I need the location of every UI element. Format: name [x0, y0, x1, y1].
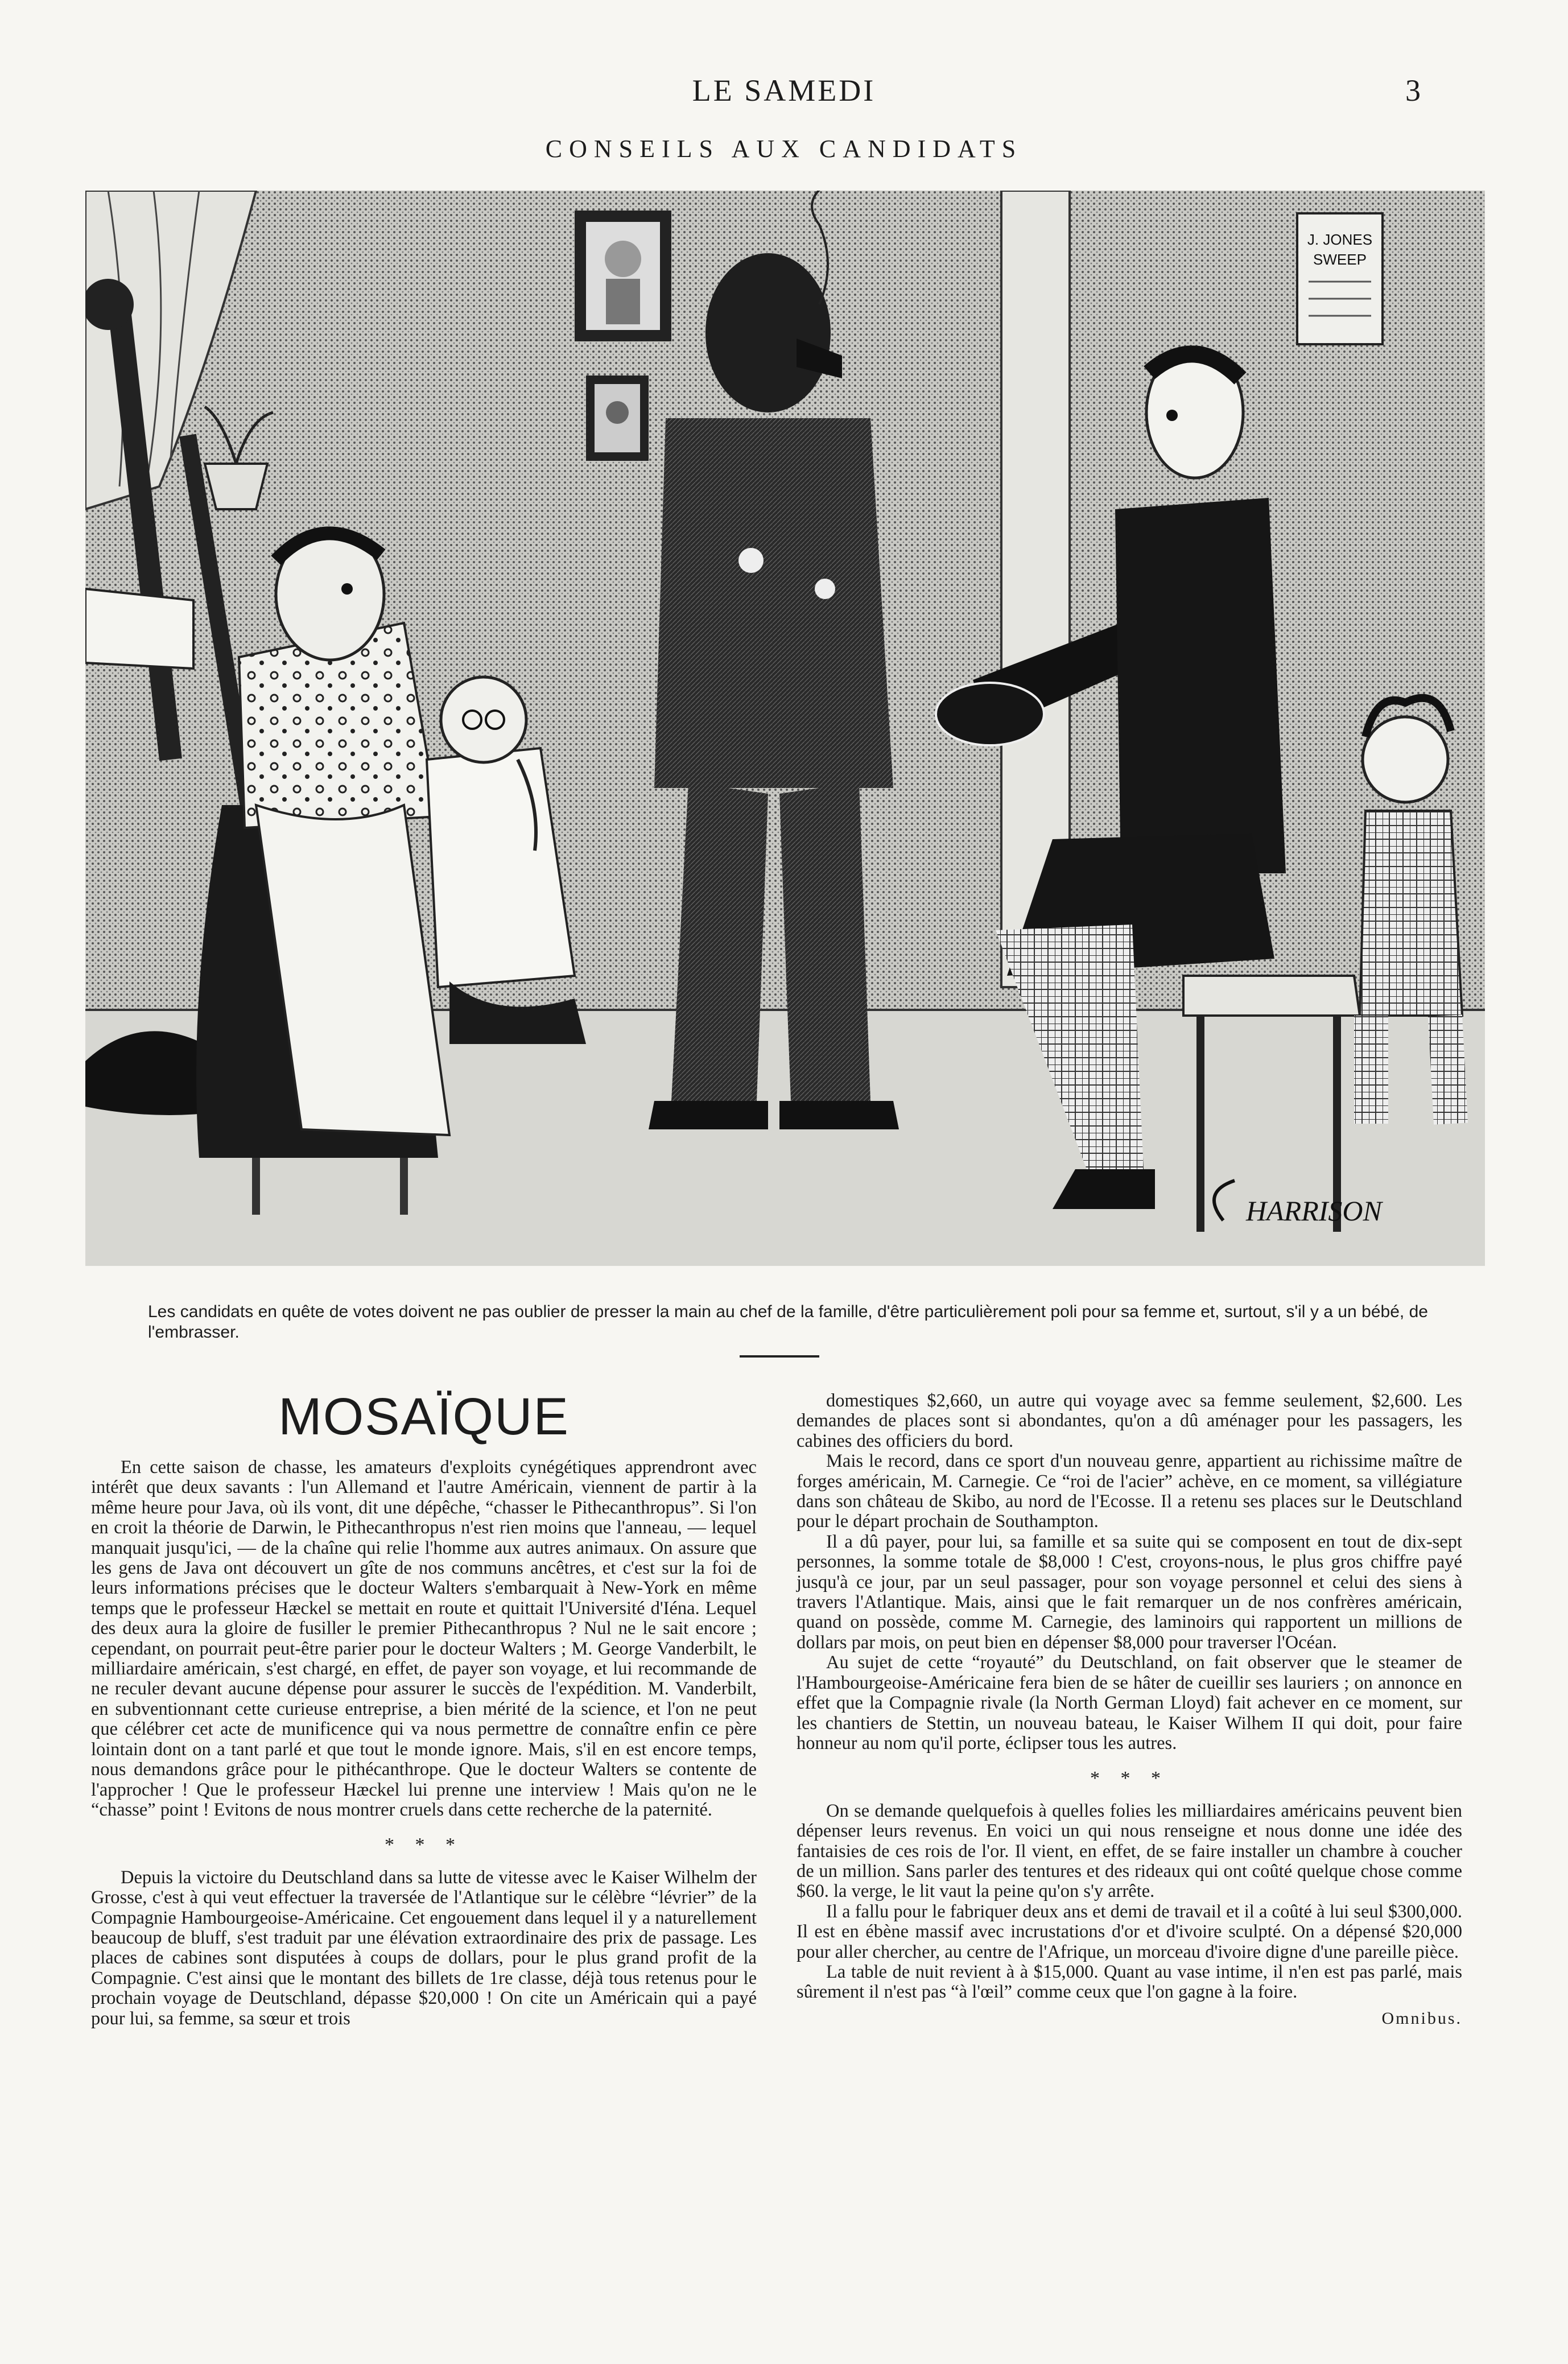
sign-text-jones: J. JONES [1307, 231, 1373, 248]
sweep-sign [1297, 213, 1383, 344]
newspaper-title: LE SAMEDI [692, 73, 876, 108]
paragraph-domestiques: domestiques $2,660, un autre qui voyage avec sa femme seulement, $2,600. Les demandes de places sont si abondantes, qu'on a dû aménager pour les passagers, les cabines des officiers du bord. [797, 1391, 1462, 1451]
sign-text-sweep: SWEEP [1313, 251, 1367, 268]
framed-portrait [575, 211, 671, 341]
paragraph-deutschland: Depuis la victoire du Deutschland dans sa lutte de vitesse avec le Kaiser Wilhelm der Grosse, c'est à qui veut effectuer la traversée de l'Atlantique sur le célèbre “lévrier” de la Compagnie Hambourgeoise-Américaine. Cet engouement dans lequel il y a naturellement beaucoup de bluff, s'est traduit par une élévation extraordinaire des prix de passage. Les places de cabines sont disputées à coups de dollars, pour le plus grand profit de la Compagnie. C'est ainsi que le montant des billets de 1re classe, déjà tous retenus pour le prochain voyage de Deutschland, dépasse $20,000 ! On cite un Américain qui a payé pour lui, sa femme, sa sœur et trois [91, 1867, 757, 2029]
article-title: MOSAÏQUE [278, 1388, 570, 1446]
article-right-column [797, 1391, 1462, 2028]
section-divider [740, 1355, 819, 1358]
article-left-column [91, 1388, 757, 2029]
page-number: 3 [1405, 73, 1421, 108]
section-separator-2: * * * [1090, 1768, 1169, 1789]
author-signoff: Omnibus. [1381, 2008, 1462, 2028]
cartoon-caption: Les candidats en quête de votes doivent ne pas oublier de presser la main au chef de la famille, d'être particulièrement poli pour sa femme et, surtout, s'il y a un bébé, de l'embrasser. [148, 1302, 1428, 1342]
paragraph-pithecanthropus: En cette saison de chasse, les amateurs d'exploits cynégétiques apprendront avec intérêt que deux savants : l'un Allemand et l'autre Américain, viennent de partir à la même heure pour Java, où ils vont, dit une dépêche, “chasser le Pithecanthropus”. Si l'on en croit la théorie de Darwin, le Pithecanthropus n'est rien moins que l'anneau, — lequel manquait jusqu'ici, — de la chaîne qui relie l'homme aux autres animaux. On assure que les gens de Java ont découvert un gîte de nos communs ancêtres, et c'est sur la foi de leurs informations précises que le docteur Walters s'embarquait à New-York en même temps que le professeur Hæckel se mettait en route et quittait l'Université d'Iéna. Lequel des deux aura la gloire de fusiller le premier Pithecanthropus ? Nul ne le sait encore ; cependant, on pourrait peut-être parier pour le docteur Walters ; M. George Vanderbilt, le milliardaire américain, s'est chargé, en effet, de payer son voyage, et lui recommande de ne reculer devant aucune dépense pour assurer le succès de l'expédition. M. Vanderbilt, en subventionnant cette curieuse entreprise, a bien mérité de la science, et l'on ne peut que célébrer cet acte de munificence qui va nous permettre de connaître enfin ce père lointain dont on a tant parlé et que tout le monde ignore. Mais, s'il en est encore temps, nous demandons grâce pour le pithécanthrope. Que le docteur Walters se contente de l'approcher ! Que le professeur Hæckel lui prenne une interview ! Mais qu'on ne le “chasse” point ! Evitons de nous montrer cruels dans cette recherche de la paternité. [91, 1457, 757, 1820]
paragraph-milliardaires: On se demande quelquefois à quelles folies les milliardaires américains peuvent bien dépenser leurs revenus. En voici un qui nous renseigne et nous donne une idée des fantaisies de ces rois de l'or. Il vient, en effet, de se faire installer un chambre à coucher de un million. Sans parler des tentures et des rideaux qui ont coûté quelque chose comme $60. la verge, le lit vaut la peine qu'on s'y arrête. [797, 1800, 1462, 1902]
cartoon-illustration [85, 191, 1485, 1266]
section-separator: * * * [385, 1834, 463, 1856]
paragraph-carnegie-payment: Il a dû payer, pour lui, sa famille et sa suite qui se composent en tout de dix-sept personnes, la somme totale de $8,000 ! C'est, croyons-nous, le plus gros chiffre payé jusqu'à ce jour, par un seul passager, pour son voyage personnel et celui des siens à travers l'Atlantique. Mais, ainsi que le fait remarquer un de nos confrères américain, quand on possède, comme M. Carnegie, des laminoirs qui rapportent un millions de dollars par mois, on peut bien en dépenser $8,000 pour traverser l'Océan. [797, 1531, 1462, 1653]
cartoon-title: CONSEILS AUX CANDIDATS [545, 135, 1023, 163]
table [85, 589, 193, 669]
paragraph-lit: Il a fallu pour le fabriquer deux ans et demi de travail et il a coûté à lui seul $300,000. Il est en ébène massif avec incrustations d'or et d'ivoire sculpté. On a dépensé $20,000 pour aller chercher, au centre de l'Afrique, un morceau d'ivoire digne d'une pareille pièce. [797, 1901, 1462, 1962]
paragraph-royaute: Au sujet de cette “royauté” du Deutschland, on fait observer que le steamer de l'Hambourgeoise-Américaine fera bien de se hâter de cueillir ses lauriers ; on annonce en effet que la Compagnie rivale (la North German Lloyd) fait achever en ce moment, sur les chantiers de Stettin, un nouveau bateau, le Kaiser Wilhem II qui doit, pour faire honneur au nom qu'il porte, éclipser tous les autres. [797, 1652, 1462, 1754]
signature-text: HARRISON [1246, 1195, 1382, 1227]
paragraph-table-de-nuit: La table de nuit revient à à $15,000. Quant au vase intime, il n'en est pas parlé, mais sûrement il n'est pas “à l'œil” comme ceux que l'on gagne à la foire. [797, 1961, 1462, 2003]
paragraph-carnegie-record: Mais le record, dans ce sport d'un nouveau genre, appartient au richissime maître de forges américain, M. Carnegie. Ce “roi de l'acier” achève, en ce moment, sa villégiature dans son château de Skibo, au nord de l'Ecosse. Il a retenu ses places sur le Deutschland pour le départ prochain de Southampton. [797, 1451, 1462, 1532]
small-framed-picture [586, 376, 649, 461]
